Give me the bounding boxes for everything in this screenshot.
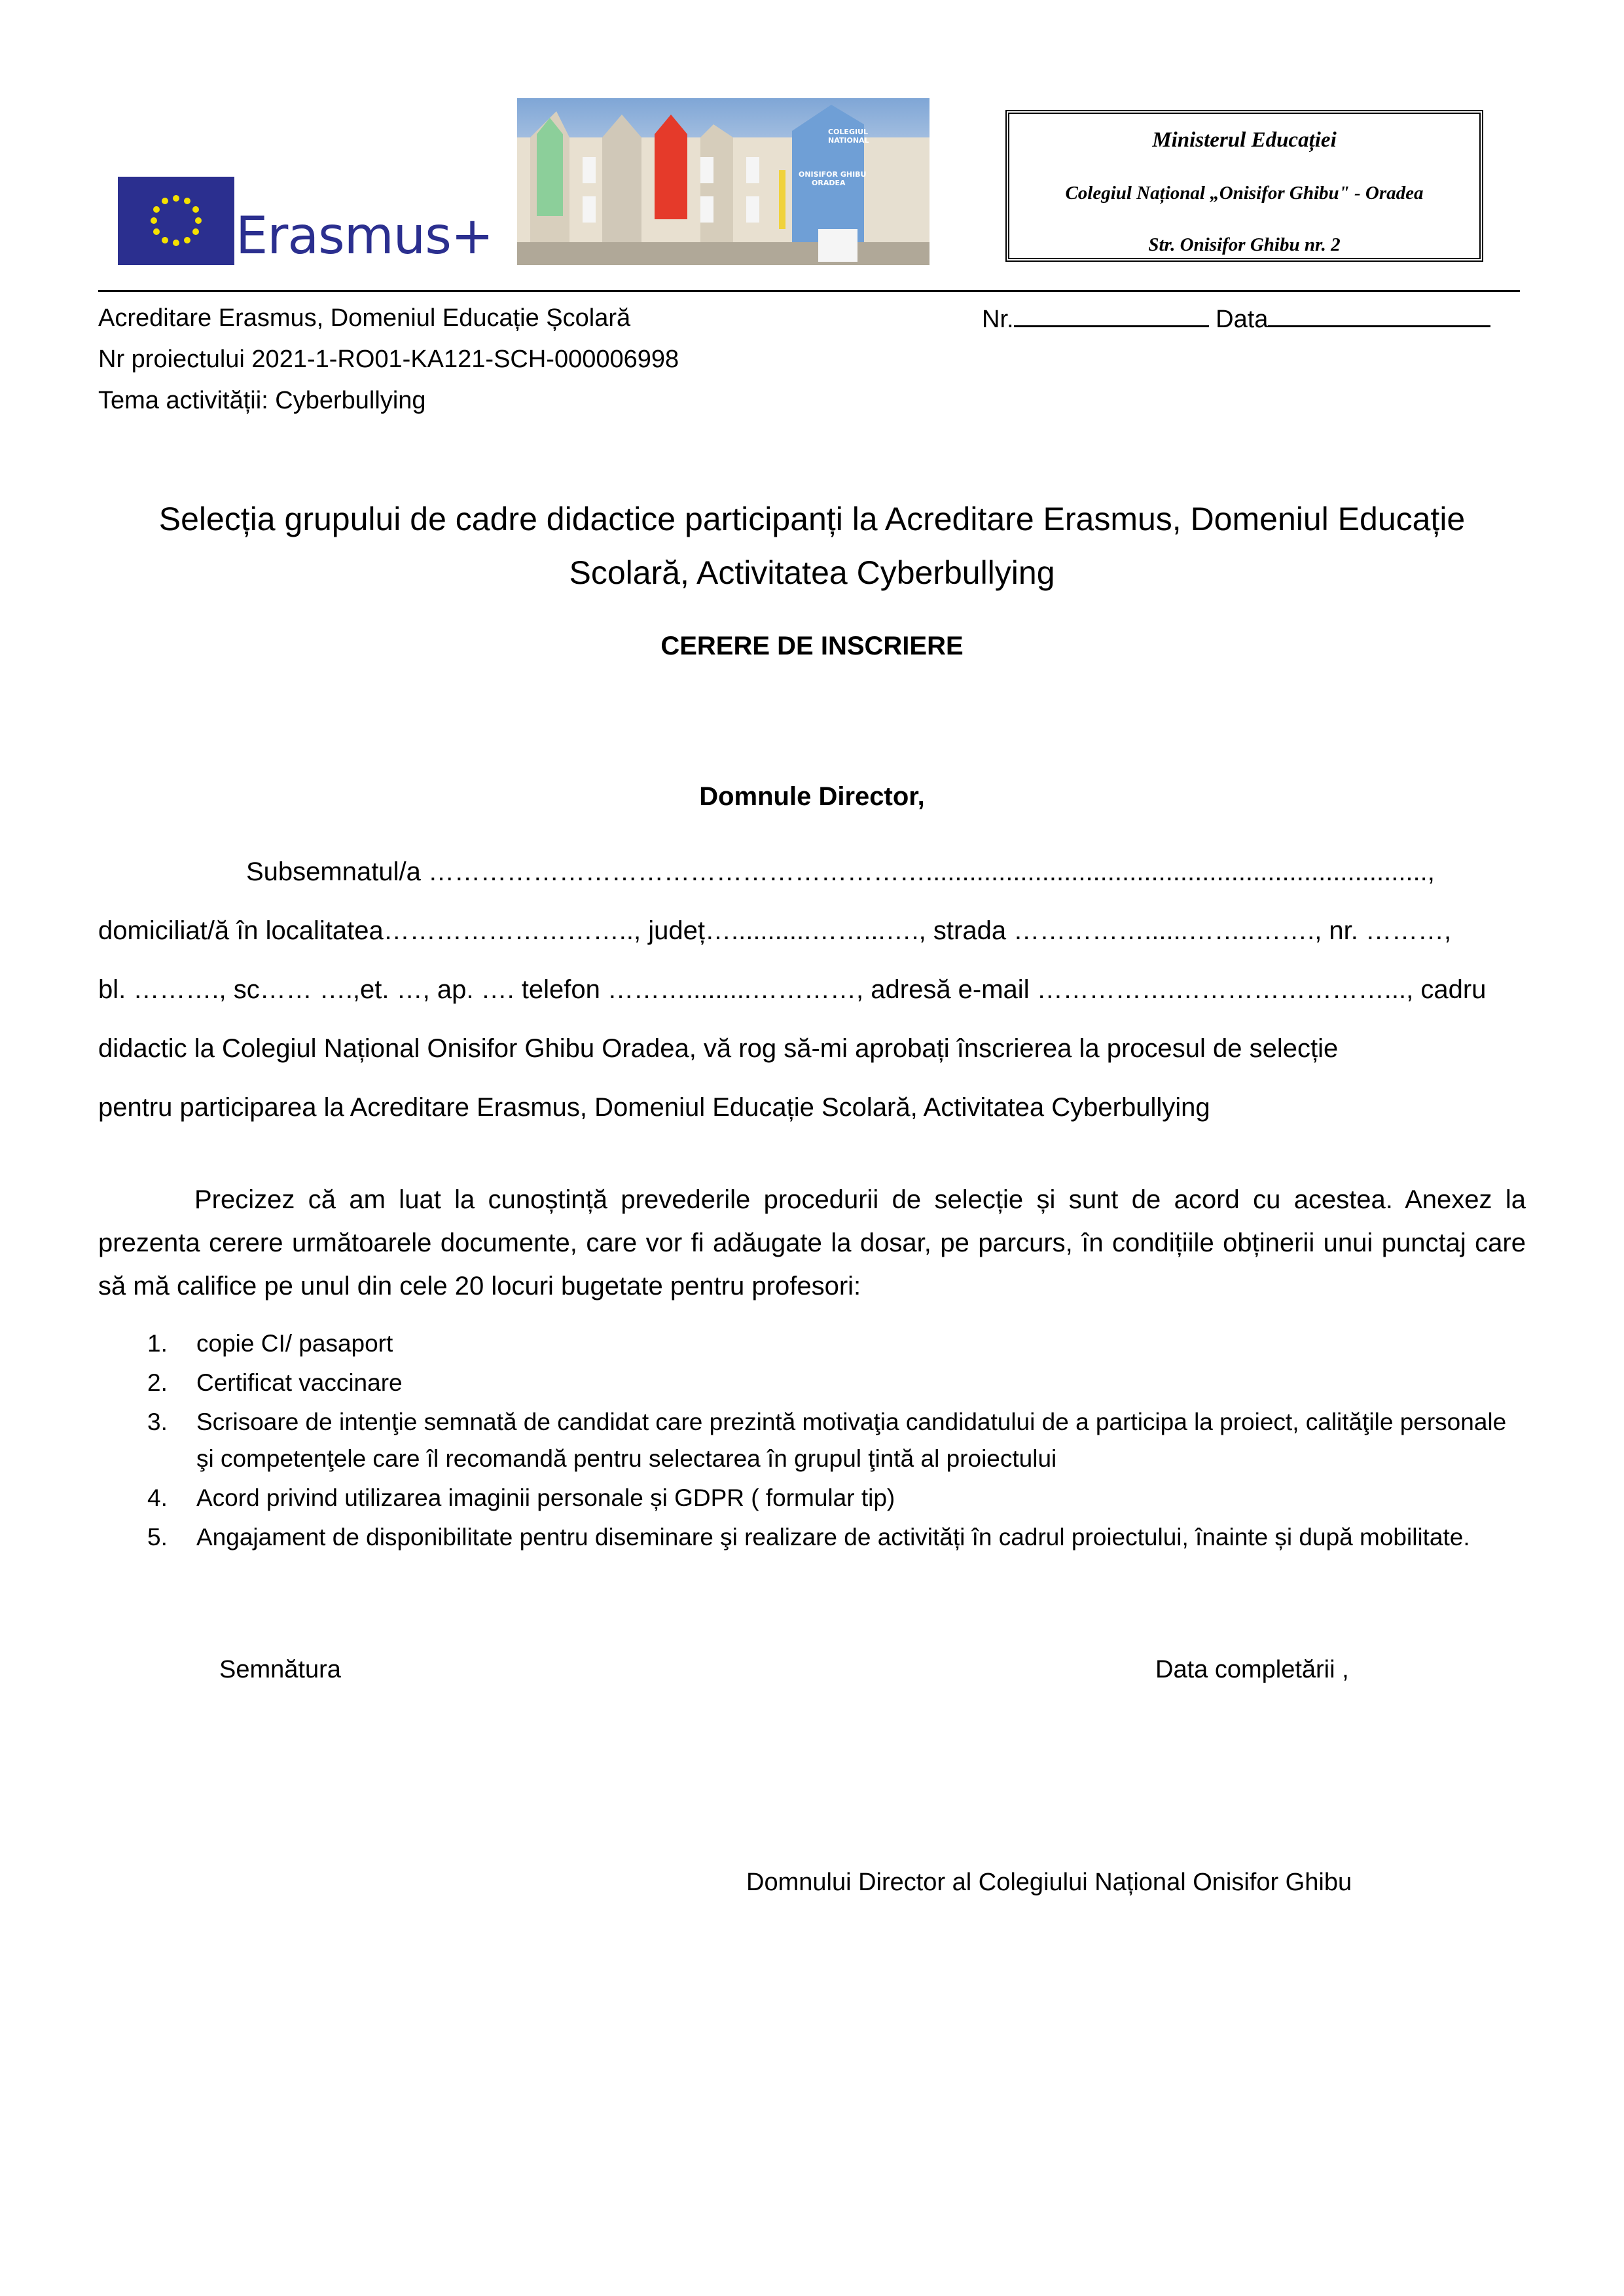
list-item: 2. Certificat vaccinare: [147, 1369, 403, 1396]
list-item: 4. Acord privind utilizarea imaginii personale și GDPR ( formular tip): [147, 1484, 895, 1511]
ministry-header-box: [1005, 110, 1483, 262]
form-line-activity: pentru participarea la Acreditare Erasmus, Domeniul Educație Scolară, Activitatea Cyberbullying: [98, 1093, 1210, 1122]
svg-text:NATIONAL: NATIONAL: [828, 136, 869, 145]
list-item: 1. copie CI/ pasaport: [147, 1330, 393, 1357]
addressee-line: Domnului Director al Colegiului Național Onisifor Ghibu: [746, 1869, 1352, 1896]
form-title: CERERE DE INSCRIERE: [660, 632, 964, 660]
document-title: Selecția grupului de cadre didactice participanți la Acreditare Erasmus, Domeniul Educație Scolară, Activitatea Cyberbullying: [158, 501, 1466, 591]
date-completed-label: Data completării ,: [1155, 1656, 1349, 1683]
erasmus-logo-text: Erasmus+: [236, 207, 494, 266]
form-line-contact[interactable]: bl. ………., sc…… ….,et. …, ap. …. telefon ……….........…………, adresă e-mail …………….……………………..., cadru: [98, 975, 1487, 1004]
data-blank-field[interactable]: [1268, 304, 1490, 327]
activity-theme-line: Tema activității: Cyberbullying: [98, 387, 426, 414]
eu-flag-icon: [118, 177, 234, 265]
school-building-photo: [517, 98, 929, 265]
ministry-name: Ministerul Educației: [1152, 128, 1337, 152]
accreditation-line: Acreditare Erasmus, Domeniul Educație Școlară: [98, 304, 631, 332]
svg-text:ONISIFOR GHIBU: ONISIFOR GHIBU: [799, 170, 867, 179]
list-item: 3. Scrisoare de intenţie semnată de candidat care prezintă motivaţia candidatului de a participa la proiect, calităţile personale şi competenţele care îl recomandă pentru selectarea în grupul ţintă al proiectului: [147, 1408, 1507, 1472]
nr-blank-field[interactable]: [1014, 304, 1209, 327]
required-documents-list: [147, 1325, 1522, 1556]
salutation: Domnule Director,: [699, 782, 925, 811]
header-divider: [98, 290, 1520, 292]
form-line-request: didactic la Colegiul Național Onisifor Ghibu Oradea, vă rog să-mi aprobați înscrierea la procesul de selecție: [98, 1034, 1339, 1063]
eu-stars-circle-icon: [118, 177, 234, 265]
school-name: Colegiul Național „Onisifor Ghibu" - Oradea: [1065, 183, 1424, 204]
project-number-line: Nr proiectului 2021-1-RO01-KA121-SCH-000006998: [98, 346, 679, 373]
registration-fields: [982, 304, 1490, 334]
school-address: Str. Onisifor Ghibu nr. 2: [1148, 234, 1341, 255]
svg-text:ORADEA: ORADEA: [812, 179, 846, 187]
form-line-address[interactable]: domiciliat/ă în localitatea……………………….., județ…...........……...…., strada ……………......……..……., nr. ………,: [98, 916, 1452, 945]
list-item: 5. Angajament de disponibilitate pentru diseminare şi realizare de activități în cadrul proiectului, înainte și după mobilitate.: [147, 1524, 1470, 1551]
declaration-paragraph: [98, 1178, 1526, 1308]
nr-label: Nr.: [982, 306, 1014, 333]
declaration-text: Precizez că am luat la cunoștință prevederile procedurii de selecție și sunt de acord cu acestea. Anexez la prezenta cerere următoarele documente, care vor fi adăugate la dosar, pe parcurs, în condițiile obținerii unui punctaj care să mă califice pe unul din cele 20 locuri bugetate pentru profesori:: [98, 1185, 1526, 1300]
svg-text:COLEGIUL: COLEGIUL: [828, 128, 869, 136]
data-label: Data: [1216, 306, 1269, 333]
signature-label: Semnătura: [219, 1656, 341, 1683]
form-line-name[interactable]: Subsemnatul/a ………………………………………………….....................................................................,: [246, 857, 1435, 886]
